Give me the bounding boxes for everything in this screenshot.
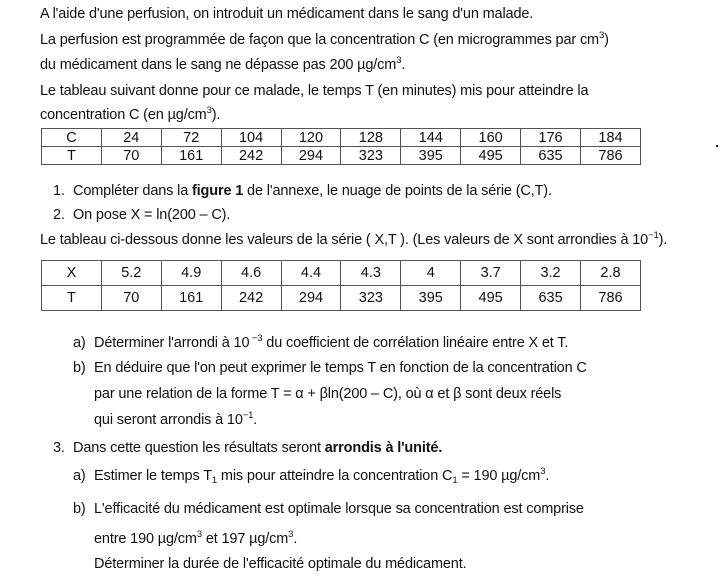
table-cell: 128 (341, 129, 401, 147)
subscript: 1 (452, 475, 458, 486)
text: = 190 µg/cm (457, 468, 541, 484)
table-cell: 395 (401, 147, 461, 165)
question-2b-line-1 (73, 360, 587, 376)
bold-text: arrondis à l'unité. (324, 440, 443, 456)
table-cell: 495 (461, 147, 521, 165)
table-cell: 176 (521, 129, 581, 147)
question-3b-line-3: Déterminer la durée de l'efficacité optimale du médicament. (94, 556, 467, 572)
table-cell: 635 (521, 286, 581, 311)
text: mis pour atteindre la concentration C (217, 468, 453, 484)
exponent: 3 (196, 529, 202, 540)
table-cell: 323 (341, 286, 401, 311)
question-3a (73, 468, 549, 484)
question-number: 1. (53, 183, 65, 199)
text: de l'annexe, le nuage de points de la série (C,T). (243, 183, 552, 199)
text: ). (211, 107, 221, 123)
exponent: −1 (242, 410, 254, 421)
question-2b-line-2: par une relation de la forme T = α + βln(200 – C), où α et β sont deux réels (94, 386, 562, 402)
table-cell: 70 (101, 286, 161, 311)
table-cell: 3.7 (461, 261, 521, 286)
table-cell: 161 (161, 147, 221, 165)
intro-line-1: A l'aide d'une perfusion, on introduit un médicament dans le sang d'un malade. (40, 6, 534, 22)
table-cell: T (42, 147, 102, 165)
exponent: 3 (540, 466, 546, 477)
exponent: −1 (648, 230, 659, 241)
table-cell: 495 (461, 286, 521, 311)
text: ) (604, 32, 609, 48)
question-3b-line-1 (73, 501, 584, 517)
table-cell: 294 (281, 286, 341, 311)
table-c-t (41, 128, 641, 165)
table-cell: 161 (161, 286, 221, 311)
table-cell: 72 (161, 129, 221, 147)
item-label: a) (73, 335, 86, 351)
table-row-x (42, 261, 641, 286)
table-cell: 4.4 (281, 261, 341, 286)
table-cell: 160 (461, 129, 521, 147)
text: En déduire que l'on peut exprimer le temps T en fonction de la concentration C (94, 360, 587, 376)
text: du coefficient de corrélation linéaire entre X et T. (262, 335, 569, 351)
exponent: 3 (396, 55, 402, 66)
table-intro (40, 232, 667, 248)
text: ). (658, 232, 668, 248)
table-cell: 184 (580, 129, 640, 147)
question-2a (73, 335, 568, 351)
text: Estimer le temps T (94, 468, 212, 484)
table-cell: T (42, 286, 102, 311)
intro-line-4: Le tableau suivant donne pour ce malade, le temps T (en minutes) mis pour atteindre la (40, 83, 589, 99)
intro-line-5 (40, 107, 220, 123)
subscript: 1 (211, 475, 218, 486)
text: La perfusion est programmée de façon que la concentration C (en microgrammes par (40, 32, 580, 48)
table-cell: 5.2 (101, 261, 161, 286)
text: du médicament dans le sang ne dépasse pas 200 µg/cm (40, 57, 397, 73)
table-cell: 70 (101, 147, 161, 165)
text: On pose X = ln(200 – C). (73, 207, 231, 223)
table-row-t (42, 147, 641, 165)
text: . (401, 57, 406, 73)
question-3 (53, 440, 442, 456)
exponent: 3 (598, 30, 605, 41)
table-cell: 4 (401, 261, 461, 286)
table-cell: X (42, 261, 102, 286)
text: concentration C (en µg/cm (40, 107, 207, 123)
text: . (293, 531, 298, 547)
text: Compléter dans la (73, 183, 192, 199)
table-cell: C (42, 129, 102, 147)
table-cell: 323 (341, 147, 401, 165)
question-3b-line-2 (94, 531, 297, 547)
table-cell: 120 (281, 129, 341, 147)
table-cell: 786 (580, 147, 640, 165)
text: . (545, 468, 550, 484)
question-2 (53, 207, 230, 223)
table-cell: 24 (101, 129, 161, 147)
item-label: b) (73, 501, 86, 517)
table-cell: 786 (580, 286, 640, 311)
table-cell: 4.3 (341, 261, 401, 286)
bold-text: figure 1 (192, 183, 244, 199)
table-row-t (42, 286, 641, 311)
table-cell: 2.8 (580, 261, 640, 286)
unit: cm (579, 32, 599, 48)
intro-line-3 (40, 57, 405, 73)
exponent: 3 (288, 529, 294, 540)
table-cell: 104 (221, 129, 281, 147)
text: qui seront arrondis à 10 (94, 412, 243, 428)
question-1 (53, 183, 552, 199)
stray-dot (716, 145, 718, 147)
table-cell: 242 (221, 147, 281, 165)
question-2b-line-3 (94, 412, 257, 428)
exponent: −3 (249, 333, 263, 344)
table-cell: 4.6 (221, 261, 281, 286)
text: . (253, 412, 258, 428)
table-cell: 242 (221, 286, 281, 311)
question-number: 2. (53, 207, 65, 223)
intro-line-2 (40, 32, 609, 48)
text: Déterminer l'arrondi à 10 (94, 335, 250, 351)
table-cell: 4.9 (161, 261, 221, 286)
table-cell: 635 (521, 147, 581, 165)
text: L'efficacité du médicament est optimale lorsque sa concentration est comprise (94, 501, 584, 517)
question-number: 3. (53, 440, 65, 456)
text: entre 190 µg/cm (94, 531, 197, 547)
text: Dans cette question les résultats seront (73, 440, 325, 456)
table-cell: 294 (281, 147, 341, 165)
text: et 197 µg/cm (201, 531, 289, 547)
table-cell: 3.2 (521, 261, 581, 286)
table-cell: 395 (401, 286, 461, 311)
item-label: a) (73, 468, 86, 484)
table-row-c (42, 129, 641, 147)
text: Le tableau ci-dessous donne les valeurs de la série ( X,T ). (Les valeurs de X sont arrondies à 10 (40, 232, 649, 248)
table-cell: 144 (401, 129, 461, 147)
table-x-t (41, 260, 641, 311)
item-label: b) (73, 360, 86, 376)
exponent: 3 (206, 105, 212, 116)
